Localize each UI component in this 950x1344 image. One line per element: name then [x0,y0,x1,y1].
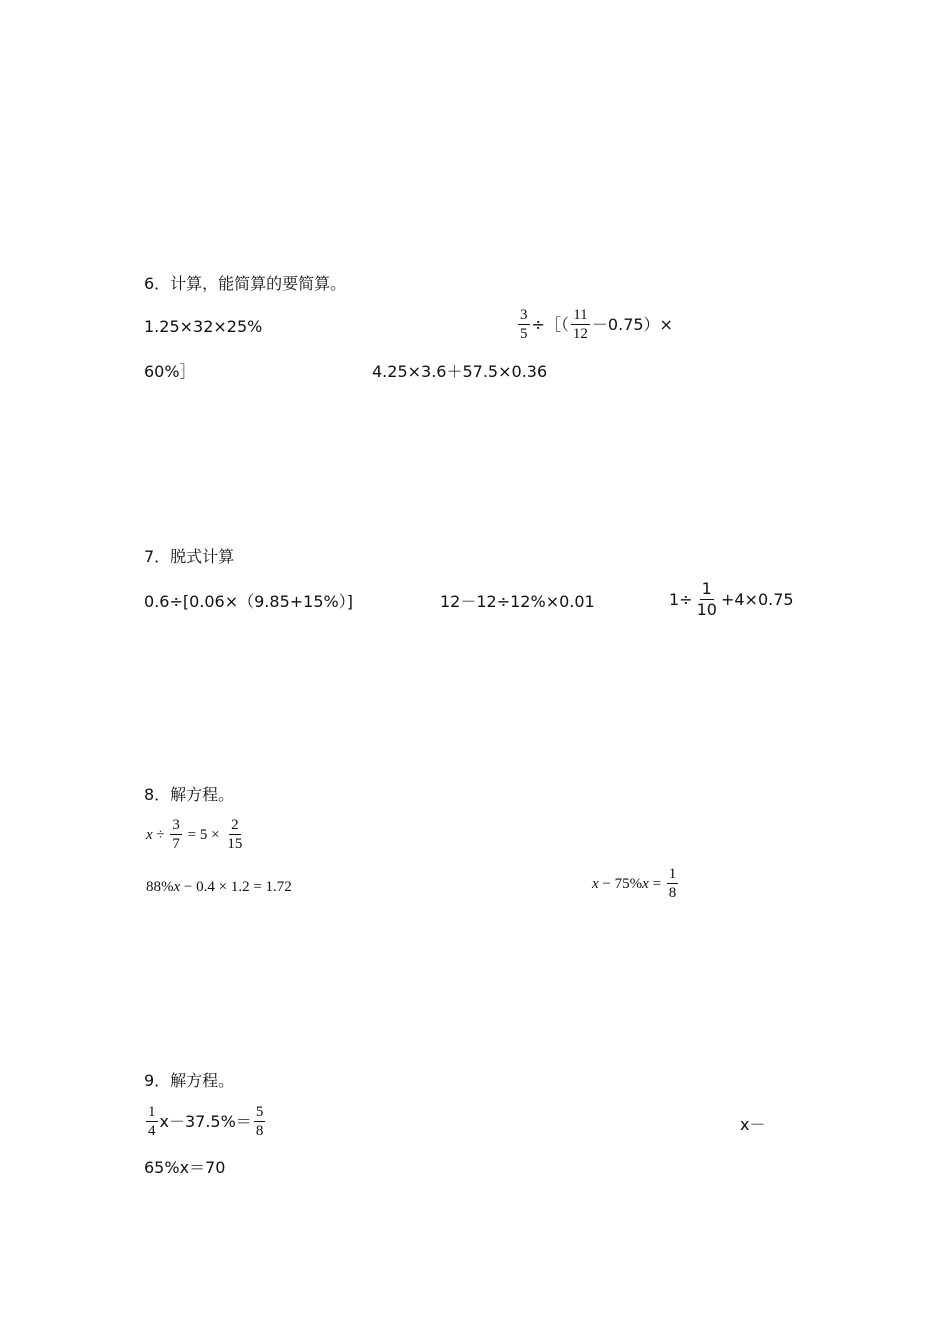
q7-expr-2: 12－12÷12%×0.01 [440,592,595,611]
q9-equation-1 [144,1104,267,1139]
q6-expr-2-wrap: 60%］ [144,362,196,381]
denominator: 8 [668,885,677,901]
fraction [254,1104,266,1139]
variable-x: x [592,875,599,892]
expr-text: − 75% [598,875,643,892]
denominator: 10 [696,600,717,619]
q7-expr-3 [669,580,794,619]
denominator: 8 [255,1123,264,1139]
denominator: 15 [227,836,243,852]
q6-expr-3: 4.25×3.6＋57.5×0.36 [372,362,548,381]
q9-equation-2-end: 65%x＝70 [144,1158,226,1177]
numerator: 1 [148,1104,156,1120]
numerator: 5 [255,1104,264,1120]
numerator: 3 [172,817,180,833]
fraction [695,580,719,619]
q8-equation-1 [146,817,246,852]
q8-equation-2 [146,877,292,897]
expr-text: ÷ [152,826,169,843]
q7-title: 7．脱式计算 [144,547,235,566]
denominator: 12 [572,326,588,342]
q9-title: 9．解方程。 [144,1071,235,1090]
denominator: 5 [520,326,528,342]
q6-expr-2 [516,307,673,342]
q7-expr-1: 0.6÷[0.06×（9.85+15%）] [144,592,353,611]
denominator: 4 [148,1123,156,1139]
q8-title: 8．解方程。 [144,785,235,804]
expr-text: 1÷ [669,589,693,609]
expr-text: x－37.5%＝ [159,1111,252,1131]
q8-equation-3 [592,866,680,901]
fraction [170,817,182,852]
numerator: 11 [573,307,588,323]
q6-title: 6．计算，能简算的要简算。 [144,274,347,293]
expr-text: − 0.4 × 1.2 = 1.72 [180,879,292,895]
variable-x: x [146,826,153,843]
numerator: 2 [231,817,239,833]
fraction [225,817,244,852]
denominator: 7 [172,836,180,852]
expr-text: 88% [146,879,174,895]
expr-text: ÷［（ [531,314,569,334]
fraction [146,1104,158,1139]
q9-equation-2-start: x－ [740,1115,766,1134]
fraction [667,866,679,901]
q6-expr-1: 1.25×32×25% [144,317,263,336]
expr-text: +4×0.75 [720,589,794,609]
fraction [518,307,530,342]
expr-text: = [648,875,665,892]
numerator: 1 [668,866,677,882]
numerator: 1 [701,579,712,598]
expr-text: = 5 × [183,826,224,843]
variable-x: x [173,879,181,895]
fraction [571,307,590,342]
numerator: 3 [520,307,528,323]
expr-text: －0.75）× [591,314,673,334]
variable-x: x [642,875,649,892]
